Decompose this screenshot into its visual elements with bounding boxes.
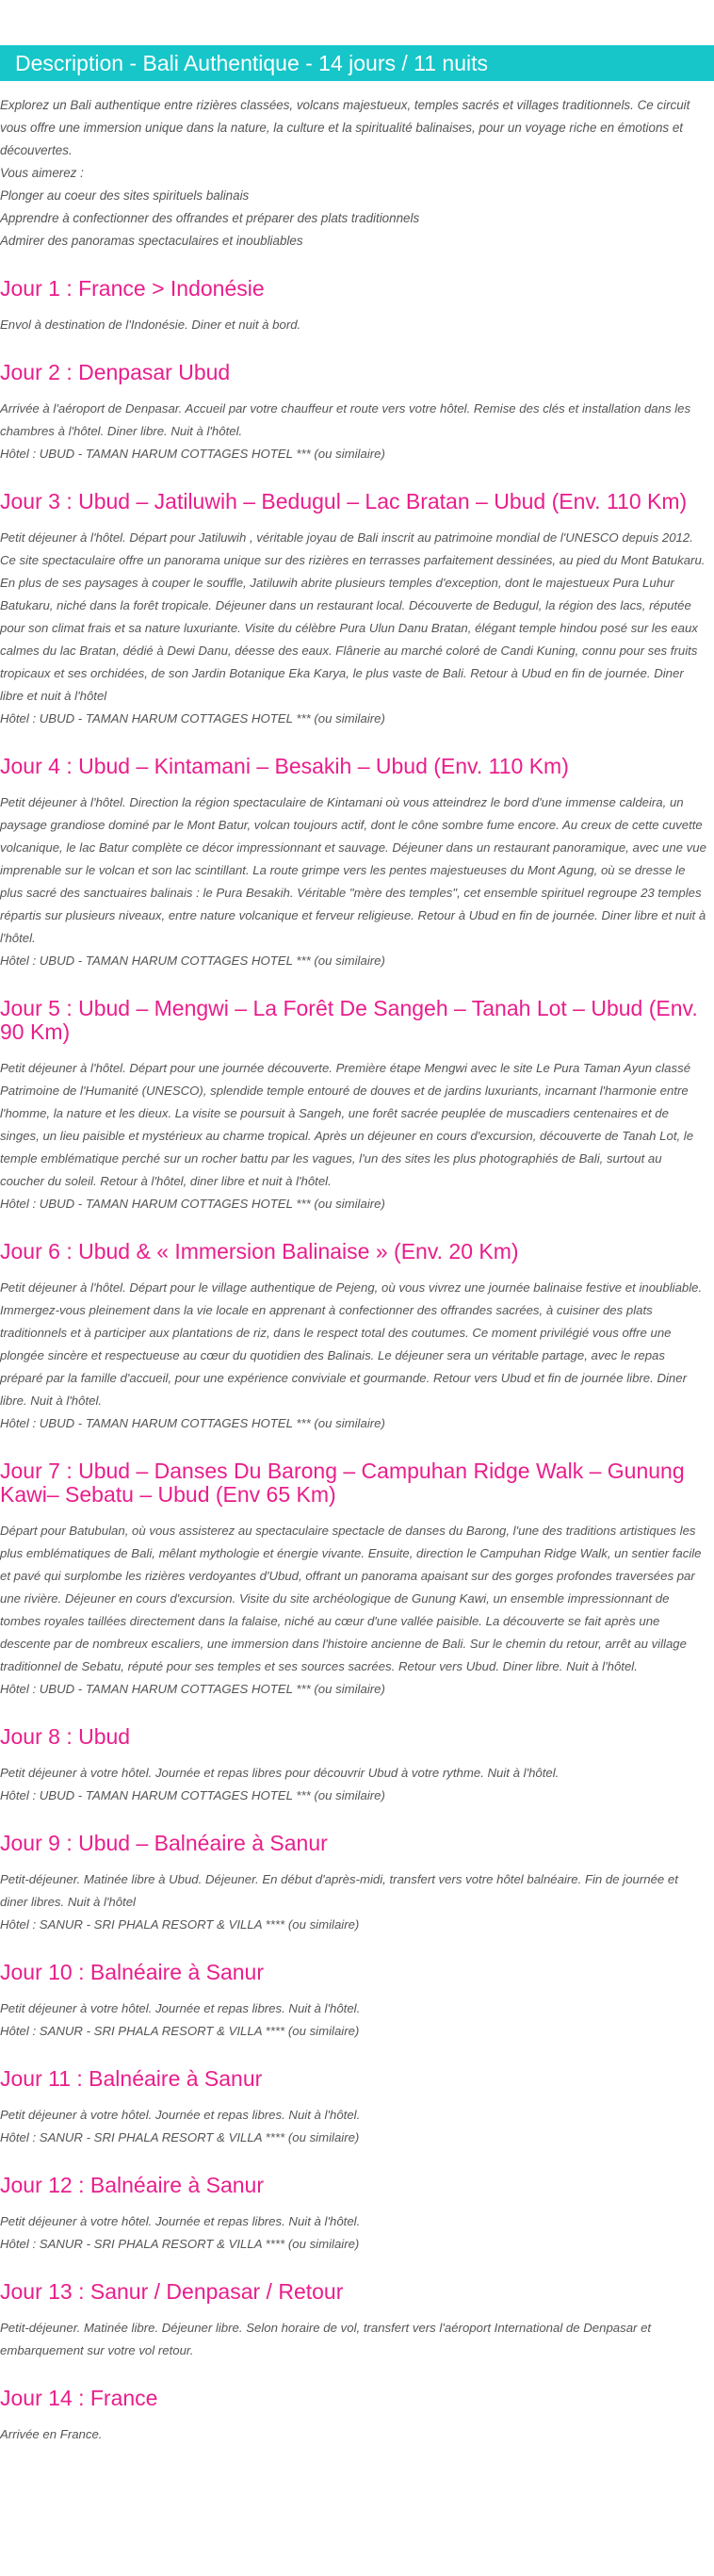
day-hotel: Hôtel : UBUD - TAMAN HARUM COTTAGES HOTEL *** (ou similaire)	[0, 1788, 385, 1802]
intro-line: Admirer des panoramas spectaculaires et inoubliables	[0, 234, 303, 248]
day-description: Petit déjeuner à l'hôtel. Départ pour le village authentique de Pejeng, où vous vivrez une journée balinaise festive et inoubliable. Immergez-vous pleinement dans la vie locale en apprenant à confectionner des offrandes sacrées, à cuisiner des plats traditionnels et à participer aux plantations de riz, dans le respect total des coutumes. Ce moment privilégié vous offre une plongée sincère et respectueuse au cœur du quotidien des Balinais. Le déjeuner sera un véritable partage, avec le repas préparé par la famille d'accueil, pour une expérience conviviale et gourmande. Retour vers Ubud et fin de journée libre. Diner libre. Nuit à l'hôtel.	[0, 1280, 703, 1408]
day-hotel: Hôtel : UBUD - TAMAN HARUM COTTAGES HOTEL *** (ou similaire)	[0, 954, 385, 968]
day-title: Jour 2 : Denpasar Ubud	[0, 360, 231, 384]
day-description: Petit-déjeuner. Matinée libre. Déjeuner libre. Selon horaire de vol, transfert vers l'aéroport International de Denpasar et embarquement sur votre vol retour.	[0, 2321, 652, 2357]
intro-line: Vous aimerez :	[0, 166, 84, 180]
day-hotel: Hôtel : UBUD - TAMAN HARUM COTTAGES HOTEL *** (ou similaire)	[0, 1197, 385, 1211]
day-title: Jour 13 : Sanur / Denpasar / Retour	[0, 2279, 344, 2304]
day-section-9	[0, 1832, 708, 1936]
day-description: Petit déjeuner à votre hôtel. Journée et repas libres pour découvrir Ubud à votre rythme. Nuit à l'hôtel.	[0, 1766, 560, 1780]
day-hotel: Hôtel : SANUR - SRI PHALA RESORT & VILLA **** (ou similaire)	[0, 2237, 360, 2251]
day-title: Jour 11 : Balnéaire à Sanur	[0, 2066, 263, 2091]
day-description: Petit déjeuner à l'hôtel. Départ pour Jatiluwih , véritable joyau de Bali inscrit au patrimoine mondial de l'UNESCO depuis 2012. Ce site spectaculaire offre un panorama unique sur des rizières en terrasses parfaitement dessinées, au pied du Mont Batukaru. En plus de ses paysages à couper le souffle, Jatiluwih abrite plusieurs temples d'exception, dont le majestueux Pura Luhur Batukaru, niché dans la forêt tropicale. Déjeuner dans un restaurant local. Découverte de Bedugul, la région des lacs, réputée pour son climat frais et sa nature luxuriante. Visite du célèbre Pura Ulun Danu Bratan, élégant temple hindou posé sur les eaux calmes du lac Bratan, dédié à Dewi Danu, déesse des eaux. Flânerie au marché coloré de Candi Kuning, connu pour ses fruits tropicaux et ses orchidées, de son Jardin Botanique Eka Karya, le plus vaste de Bali. Retour à Ubud en fin de journée. Diner libre et nuit à l'hôtel	[0, 530, 706, 703]
day-section-7	[0, 1459, 708, 1701]
day-title: Jour 9 : Ubud – Balnéaire à Sanur	[0, 1831, 328, 1855]
day-hotel: Hôtel : UBUD - TAMAN HARUM COTTAGES HOTEL *** (ou similaire)	[0, 711, 385, 726]
intro-line: Plonger au coeur des sites spirituels balinais	[0, 188, 250, 203]
day-title: Jour 12 : Balnéaire à Sanur	[0, 2173, 265, 2197]
day-section-12	[0, 2174, 708, 2256]
day-description: Petit déjeuner à l'hôtel. Départ pour une journée découverte. Première étape Mengwi avec le site Le Pura Taman Ayun classé Patrimoine de l'Humanité (UNESCO), splendide temple entouré de douves et de jardins luxuriants, incarnant l'harmonie entre l'homme, la nature et les dieux. La visite se poursuit à Sangeh, une forêt sacrée peuplée de muscadiers centenaires et de singes, un lieu paisible et mystérieux au charme tropical. Après un déjeuner en cours d'excursion, découverte de Tanah Lot, le temple emblématique perché sur un rocher battu par les vagues, l'un des sites les plus photographiés de Bali, surtout au coucher du soleil. Retour à l'hôtel, diner libre et nuit à l'hôtel.	[0, 1061, 694, 1188]
day-section-14	[0, 2387, 708, 2446]
day-title: Jour 4 : Ubud – Kintamani – Besakih – Ubud (Env. 110 Km)	[0, 754, 569, 778]
itinerary-content	[0, 94, 708, 2446]
day-description: Petit déjeuner à votre hôtel. Journée et repas libres. Nuit à l'hôtel.	[0, 2108, 361, 2122]
day-title: Jour 1 : France > Indonésie	[0, 276, 265, 301]
day-hotel: Hôtel : SANUR - SRI PHALA RESORT & VILLA **** (ou similaire)	[0, 1917, 360, 1932]
day-section-1	[0, 277, 708, 336]
day-description: Petit déjeuner à votre hôtel. Journée et repas libres. Nuit à l'hôtel.	[0, 2001, 361, 2015]
day-description: Petit-déjeuner. Matinée libre à Ubud. Déjeuner. En début d'après-midi, transfert vers votre hôtel balnéaire. Fin de journée et diner libres. Nuit à l'hôtel	[0, 1872, 678, 1909]
day-hotel: Hôtel : SANUR - SRI PHALA RESORT & VILLA **** (ou similaire)	[0, 2024, 360, 2038]
description-banner	[0, 45, 714, 81]
description-title: Description - Bali Authentique - 14 jours / 11 nuits	[15, 51, 489, 75]
day-description: Envol à destination de l'Indonésie. Diner et nuit à bord.	[0, 318, 301, 332]
intro-line: Apprendre à confectionner des offrandes et préparer des plats traditionnels	[0, 211, 420, 225]
day-section-6	[0, 1240, 708, 1435]
day-section-8	[0, 1725, 708, 1807]
day-section-11	[0, 2067, 708, 2149]
day-section-4	[0, 755, 708, 972]
day-section-10	[0, 1961, 708, 2043]
day-description: Arrivée à l'aéroport de Denpasar. Accueil par votre chauffeur et route vers votre hôtel. Remise des clés et installation dans les chambres à l'hôtel. Diner libre. Nuit à l'hôtel.	[0, 401, 691, 438]
day-title: Jour 8 : Ubud	[0, 1724, 131, 1749]
day-hotel: Hôtel : UBUD - TAMAN HARUM COTTAGES HOTEL *** (ou similaire)	[0, 447, 385, 461]
day-hotel: Hôtel : UBUD - TAMAN HARUM COTTAGES HOTEL *** (ou similaire)	[0, 1682, 385, 1696]
intro-paragraph: Explorez un Bali authentique entre rizières classées, volcans majestueux, temples sacrés et villages traditionnels. Ce circuit vous offre une immersion unique dans la nature, la culture et la spiritualité balinaises, pour un voyage riche en émotions et découvertes.	[0, 98, 690, 157]
day-description: Arrivée en France.	[0, 2427, 103, 2441]
day-section-5	[0, 997, 708, 1215]
day-title: Jour 6 : Ubud & « Immersion Balinaise » (Env. 20 Km)	[0, 1239, 519, 1264]
day-title: Jour 14 : France	[0, 2386, 158, 2410]
day-description: Petit déjeuner à l'hôtel. Direction la région spectaculaire de Kintamani où vous atteindrez le bord d'une immense caldeira, un paysage grandiose dominé par le Mont Batur, volcan toujours actif, dont le cône sombre fume encore. Au creux de cette cuvette volcanique, le lac Batur complète ce décor impressionnant et sauvage. Déjeuner dans un restaurant panoramique, avec une vue imprenable sur le volcan et son lac scintillant. La route grimpe vers les pentes majestueuses du Mont Agung, où se dresse le plus sacré des sanctuaires balinais : le Pura Besakih. Véritable "mère des temples", cet ensemble spirituel regroupe 23 temples répartis sur plusieurs niveaux, entre nature volcanique et ferveur religieuse. Retour à Ubud en fin de journée. Diner libre et nuit à l'hôtel.	[0, 795, 706, 945]
day-hotel: Hôtel : UBUD - TAMAN HARUM COTTAGES HOTEL *** (ou similaire)	[0, 1416, 385, 1430]
day-title: Jour 7 : Ubud – Danses Du Barong – Campuhan Ridge Walk – Gunung Kawi– Sebatu – Ubud (Env 65 Km)	[0, 1459, 685, 1507]
day-section-3	[0, 490, 708, 730]
day-title: Jour 3 : Ubud – Jatiluwih – Bedugul – Lac Bratan – Ubud (Env. 110 Km)	[0, 489, 688, 514]
day-title: Jour 10 : Balnéaire à Sanur	[0, 1960, 265, 1984]
intro-section	[0, 94, 708, 253]
day-description: Départ pour Batubulan, où vous assisterez au spectaculaire spectacle de danses du Barong, l'une des traditions artistiques les plus emblématiques de Bali, mêlant mythologie et énergie vivante. Ensuite, direction le Campuhan Ridge Walk, un sentier facile et pavé qui surplombe les rizières verdoyantes d'Ubud, offrant un panorama apaisant sur des gorges profondes traversées par une rivière. Déjeuner en cours d'excursion. Visite du site archéologique de Gunung Kawi, un ensemble impressionnant de tombes royales taillées directement dans la falaise, niché au cœur d'une vallée paisible. La découverte se fait après une descente par de nombreux escaliers, une immersion dans l'histoire ancienne de Bali. Sur le chemin du retour, arrêt au village traditionnel de Sebatu, réputé pour ses temples et ses sources sacrées. Retour vers Ubud. Diner libre. Nuit à l'hôtel.	[0, 1524, 702, 1673]
day-description: Petit déjeuner à votre hôtel. Journée et repas libres. Nuit à l'hôtel.	[0, 2214, 361, 2228]
day-title: Jour 5 : Ubud – Mengwi – La Forêt De Sangeh – Tanah Lot – Ubud (Env. 90 Km)	[0, 996, 698, 1044]
day-section-13	[0, 2280, 708, 2362]
day-section-2	[0, 361, 708, 465]
day-hotel: Hôtel : SANUR - SRI PHALA RESORT & VILLA **** (ou similaire)	[0, 2130, 360, 2144]
